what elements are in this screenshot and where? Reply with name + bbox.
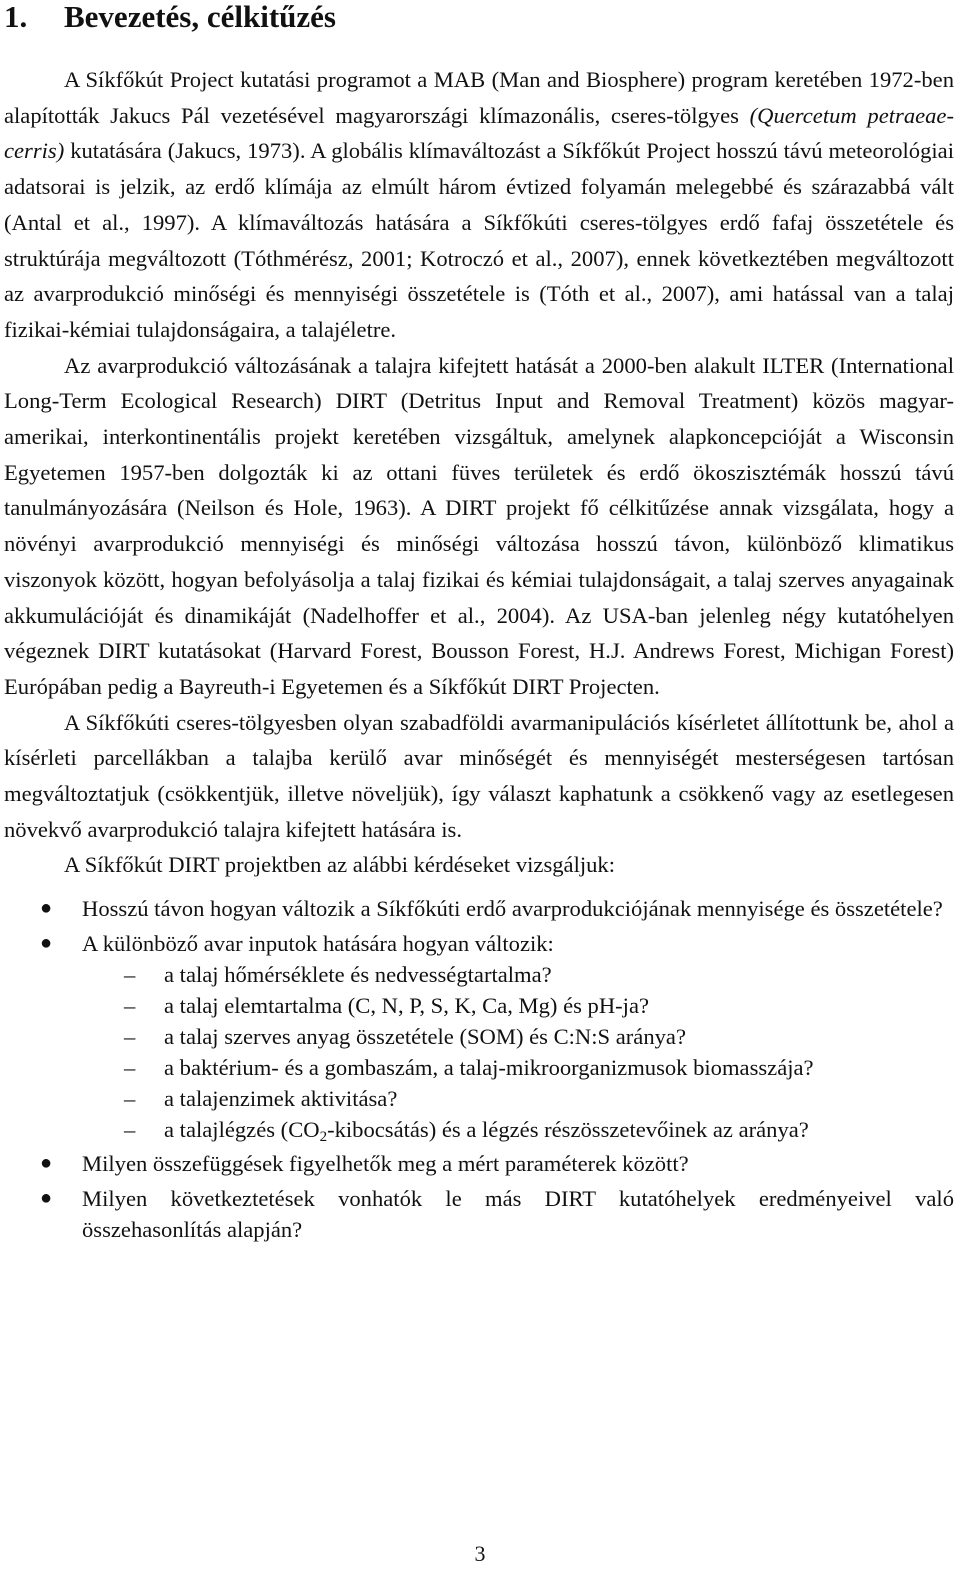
sub-list-item [4,1083,954,1114]
sub-list-item [4,1114,954,1145]
paragraph-1 [4,62,954,348]
sub-question-text: a talajenzimek aktivitása? [164,1086,398,1112]
sub-questions-list [82,959,954,1145]
paragraph-2: Az avarprodukció változásának a talajra kifejtett hatását a 2000-ben alakult ILTER (International Long-Term Ecological Research) DIRT (Detritus Input and Removal Treatment) közös magyar-amerikai, interkontinentális projekt keretében vizsgáltuk, amelynek alapkoncepcióját a Wisconsin Egyetemen 1957-ben dolgozták ki az ottani füves területek és erdő ökoszisztémák hosszú távú tanulmányozására (Neilson és Hole, 1963). A DIRT projekt fő célkitűzése annak vizsgálata, hogy a növényi avarprodukció mennyiségi és minőségi változása hosszú távon, különböző klimatikus viszonyok között, hogyan befolyásolja a talaj fizikai és kémiai tulajdonságait, a talaj szerves anyagainak akkumulációját és dinamikáját (Nadelhoffer et al., 2004). Az USA-ban jelenleg négy kutatóhelyen végeznek DIRT kutatásokat (Harvard Forest, Bousson Forest, H.J. Andrews Forest, Michigan Forest) Európában pedig a Bayreuth-i Egyetemen és a Síkfőkút DIRT Projecten. [4,352,954,699]
bullet-icon: ● [40,1186,53,1209]
bullet-icon: ● [40,897,53,920]
dash-icon: – [124,993,136,1019]
latin-name: (Quercetum petraeae-cerris) [4,102,954,164]
dash-icon: – [124,1055,136,1081]
sub-list-item [4,1052,954,1083]
bullet-icon: ● [40,1152,53,1175]
section-number: 1. [4,0,28,34]
list-item [4,1148,954,1180]
questions-list [4,893,954,1246]
dash-icon: – [124,1024,136,1050]
section-heading [4,0,954,36]
co2-text-a: a talajlégzés (CO [164,1117,320,1143]
sub-list-item [4,959,954,990]
section-title: Bevezetés, célkitűzés [64,0,336,34]
sub-question-text: a talaj szerves anyag összetétele (SOM) és C:N:S aránya? [164,1024,686,1050]
question-text: A különböző avar inputok hatására hogyan változik: [82,930,554,956]
co2-text-b: -kibocsátás) és a légzés részösszetevőinek az aránya? [327,1117,809,1143]
co2-subscript: 2 [319,1129,328,1146]
question-text: Milyen következtetések vonhatók le más DIRT kutatóhelyek eredményeivel való összehasonlítás alapján? [82,1185,954,1243]
paragraph-1-text-a: A Síkfőkút Project kutatási programot a MAB (Man and Biosphere) program keretében 1972-ben alapították Jakucs Pál vezetésével magyarországi klímazonális, cseres-tölgyes [4,67,954,128]
dash-icon: – [124,1117,136,1143]
dash-icon: – [124,962,136,988]
page-number: 3 [474,1541,486,1566]
sub-question-text: a baktérium- és a gombaszám, a talaj-mikroorganizmusok biomasszája? [164,1055,814,1081]
question-text: Milyen összefüggések figyelhetők meg a mért paraméterek között? [82,1151,689,1177]
list-item [4,1183,954,1246]
dash-icon: – [124,1086,136,1112]
sub-question-text: a talaj hőmérséklete és nedvességtartalma? [164,962,552,988]
paragraph-3: A Síkfőkúti cseres-tölgyesben olyan szabadföldi avarmanipulációs kísérletet állítottunk be, ahol a kísérleti parcellákban a talajba kerülő avar minőségét és mennyiségét mesterségesen tartósan megváltoztatjuk (csökkentjük, illetve növeljük), így választ kaphatunk a csökkenő vagy az esetlegesen növekvő avarprodukció talajra kifejtett hatására is. [4,709,954,842]
sub-list-item [4,1021,954,1052]
sub-list-item [4,990,954,1021]
sub-question-text [84,1114,954,1145]
document-page [4,0,954,1249]
question-text: Hosszú távon hogyan változik a Síkfőkúti erdő avarprodukciójának mennyisége és összetétele? [82,896,943,922]
questions-lead: A Síkfőkút DIRT projektben az alábbi kérdéseket vizsgáljuk: [64,852,616,878]
list-item [4,893,954,925]
list-item [4,928,954,1146]
bullet-icon: ● [40,931,53,954]
sub-question-text: a talaj elemtartalma (C, N, P, S, K, Ca, Mg) és pH-ja? [164,993,650,1019]
paragraph-1-text-b: kutatására (Jakucs, 1973). A globális klímaváltozást a Síkfőkút Project hosszú távú meteorológiai adatsorai is jelzik, az erdő klímája az elmúlt három évtized folyamán melegebbé és szárazabbá vált (Antal et al., 1997). A klímaváltozás hatására a Síkfőkúti cseres-tölgyes erdő fafaj összetétele és struktúrája megváltozott (Tóthmérész, 2001; Kotroczó et al., 2007), ennek következtében megváltozott az avarprodukció minőségi és mennyiségi összetétele is (Tóth et al., 2007), ami hatással van a talaj fizikai-kémiai tulajdonságaira, a talajéletre. [4,138,954,342]
